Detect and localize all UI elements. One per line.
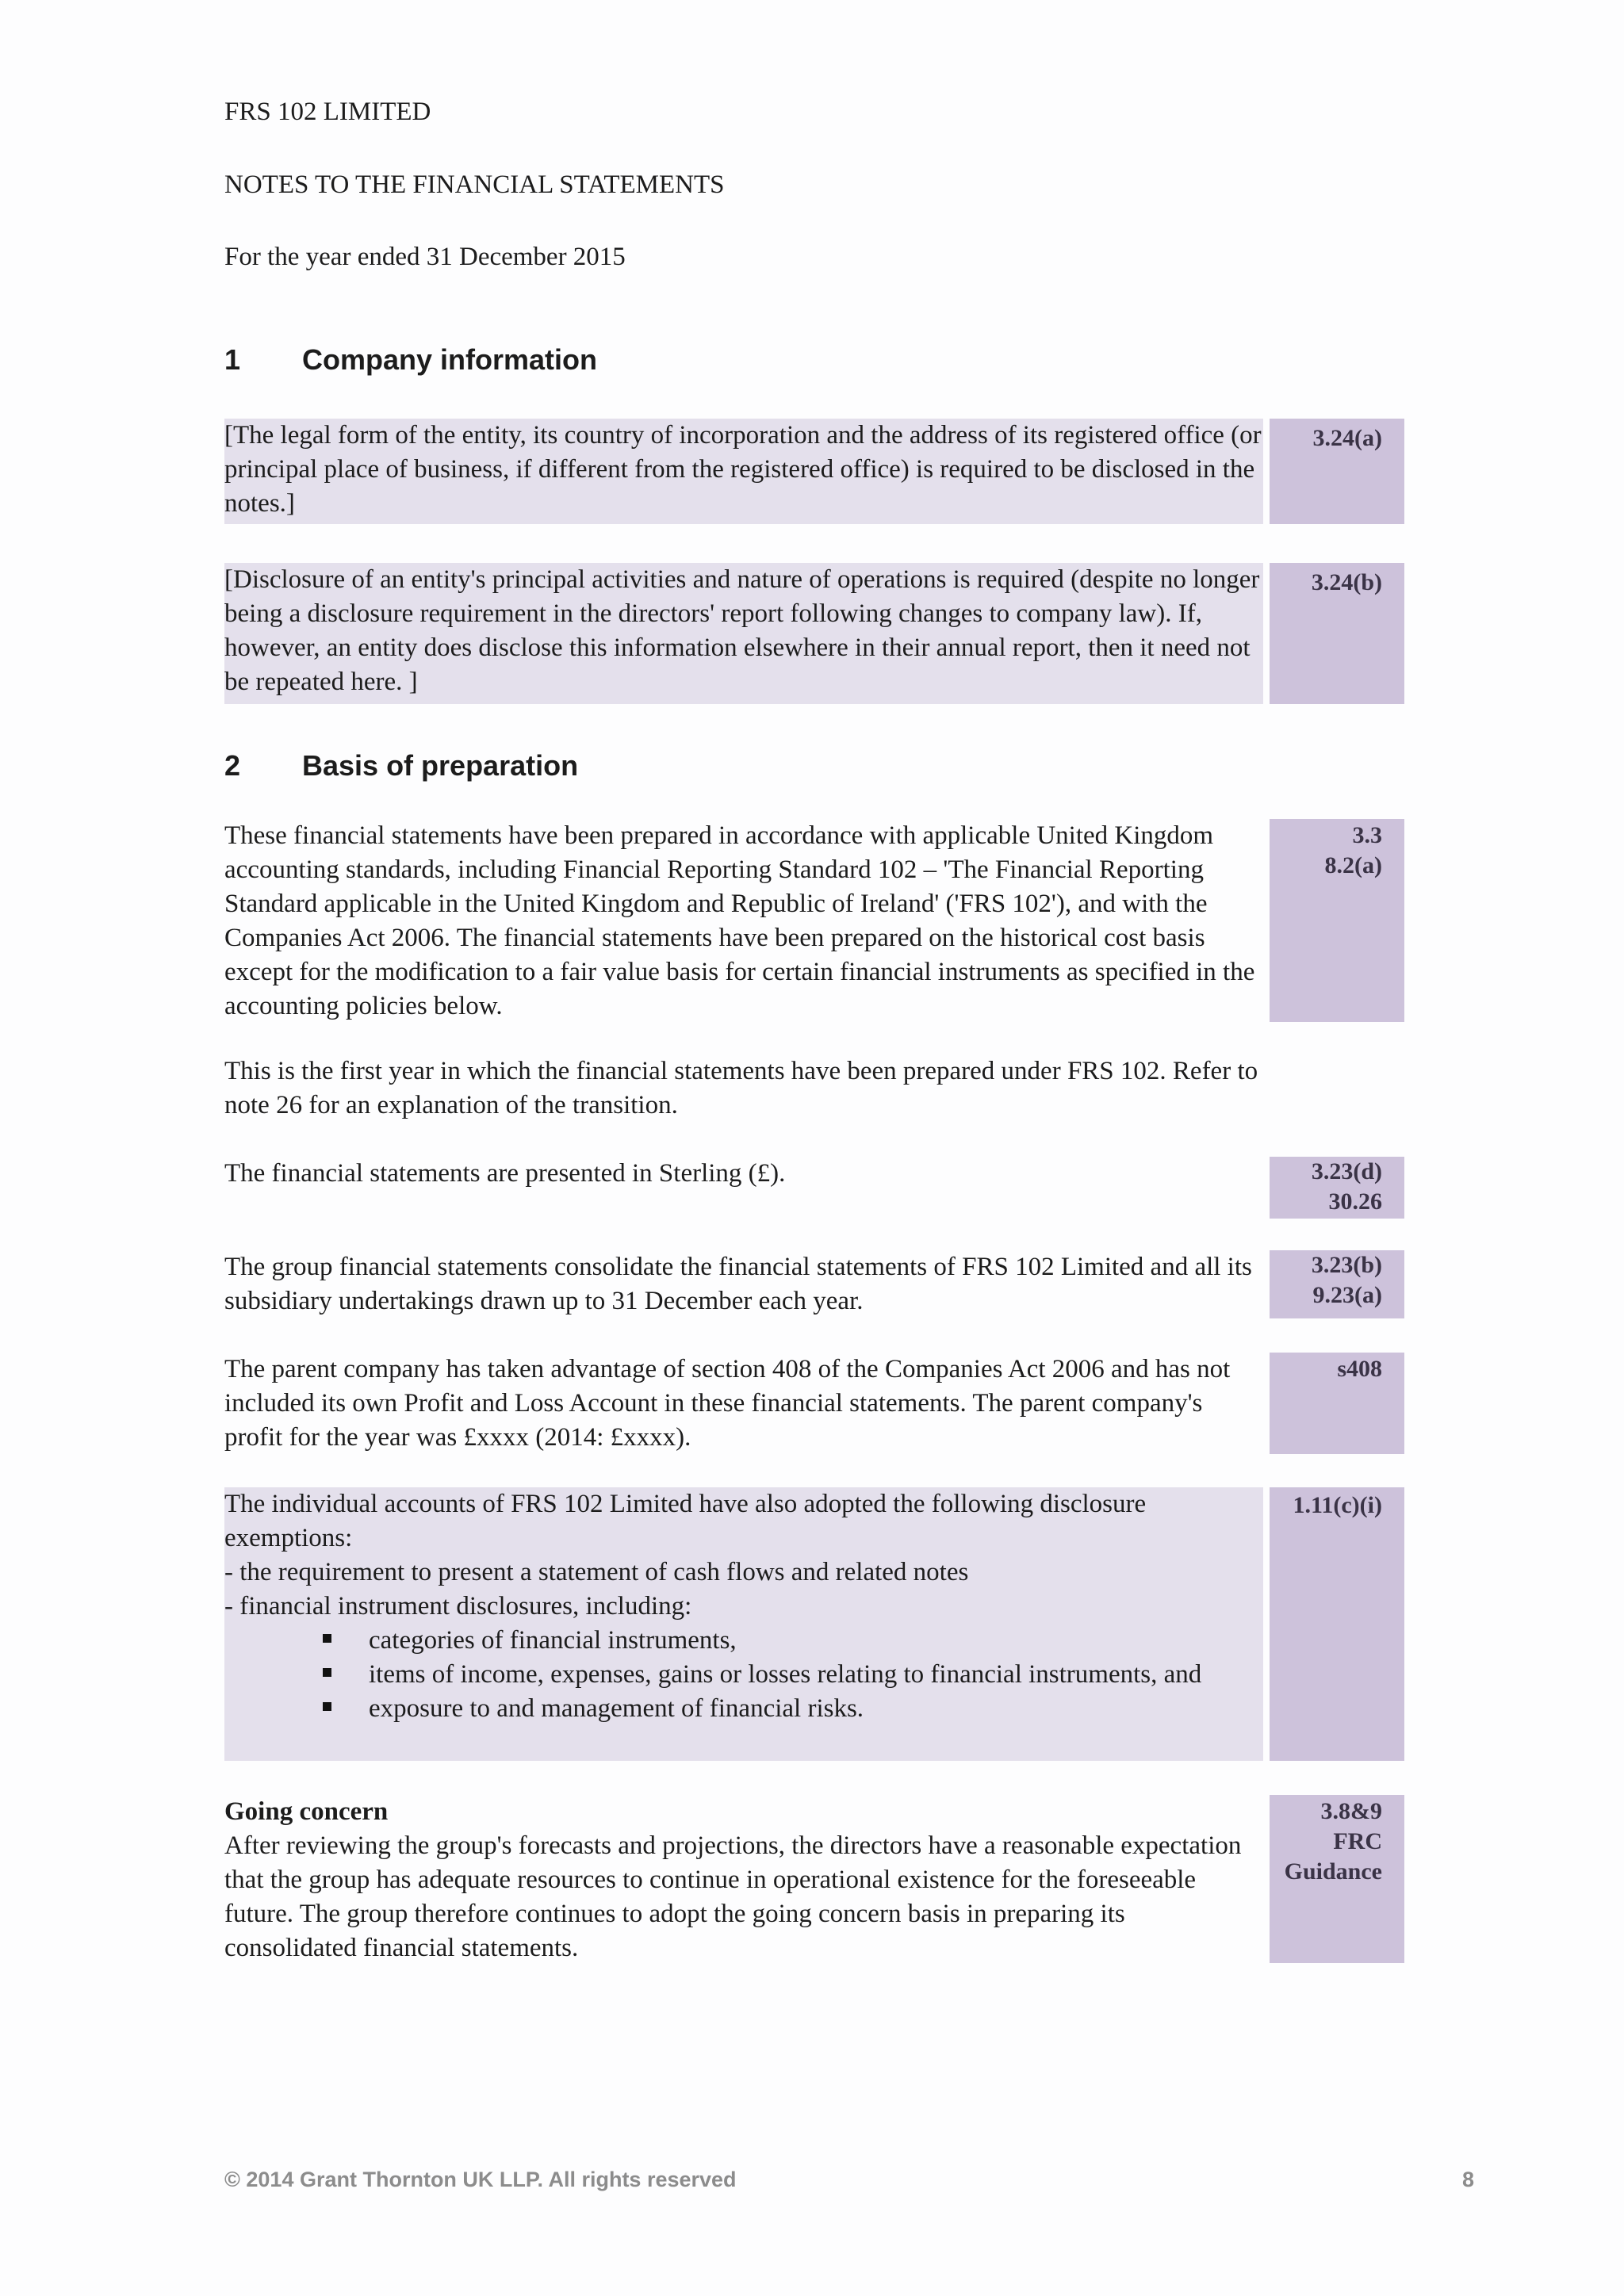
principal-activities-reference: 3.24(b) (1270, 563, 1404, 704)
exemptions-intro: The individual accounts of FRS 102 Limited have also adopted the following disclosure exemptions: (224, 1490, 1147, 1552)
section-1-number: 1 (224, 343, 241, 376)
exemption-bullet-1: categories of financial instruments, (224, 1624, 1263, 1658)
exemptions-line-1: - the requirement to present a statement of cash flows and related notes (224, 1558, 969, 1586)
compliance-text: These financial statements have been prepared in accordance with applicable United Kingdom accounting standards, including Financial Reporting Standard 102 – 'The Financial Reporting Standard applicable in the United Kingdom and Republic of Ireland' ('FRS 102'), and with the Companies Act 2006. The financial statements have been prepared on the historical cost basis except for the modification to a fair value basis for certain financial instruments as specified in the accounting policies below. (224, 821, 1255, 1020)
principal-activities-text: [Disclosure of an entity's principal activities and nature of operations is required (despite no longer being a disclosure requirement in the directors' report following changes to company law). If, however, an entity does disclose this information elsewhere in their annual report, then it need not be repeated here. ] (224, 563, 1263, 704)
section-2-title: Basis of preparation (302, 749, 579, 782)
currency-reference: 3.23(d) 30.26 (1270, 1157, 1404, 1219)
first-year-text: This is the first year in which the financial statements have been prepared under FRS 102. Refer to note 26 for an explanation of the transition. (224, 1057, 1258, 1119)
copyright-footer: © 2014 Grant Thornton UK LLP. All rights reserved (224, 2168, 737, 2191)
compliance-reference: 3.3 8.2(a) (1270, 819, 1404, 1022)
going-concern-text (224, 1795, 1263, 1965)
exemptions-line-2: - financial instrument disclosures, including: (224, 1592, 692, 1621)
currency-text: The financial statements are presented in Sterling (£). (224, 1159, 786, 1188)
disclosure-exemptions-text (224, 1487, 1263, 1761)
section-1-title: Company information (302, 343, 598, 376)
consolidation-text: The group financial statements consolidate the financial statements of FRS 102 Limited and all its subsidiary undertakings drawn up to 31 December each year. (224, 1253, 1252, 1315)
going-concern-reference: 3.8&9 FRC Guidance (1270, 1795, 1404, 1963)
period-statement: For the year ended 31 December 2015 (224, 243, 626, 271)
section-1-heading (224, 342, 597, 377)
exemption-bullet-2: items of income, expenses, gains or losses relating to financial instruments, and (224, 1658, 1263, 1692)
company-name: FRS 102 LIMITED (224, 98, 431, 126)
legal-form-text: [The legal form of the entity, its country of incorporation and the address of its registered office (or principal place of business, if different from the registered office) is required to be disclosed in the notes.] (224, 419, 1263, 524)
consolidation-reference: 3.23(b) 9.23(a) (1270, 1250, 1404, 1318)
legal-form-reference: 3.24(a) (1270, 419, 1404, 524)
section-2-heading (224, 748, 578, 783)
section-2-number: 2 (224, 749, 241, 782)
going-concern-body: After reviewing the group's forecasts and projections, the directors have a reasonable expectation that the group has adequate resources to continue in operational existence for the foreseeable future. The group therefore continues to adopt the going concern basis in preparing its consolidated financial statements. (224, 1831, 1242, 1962)
going-concern-heading: Going concern (224, 1797, 389, 1826)
s408-reference: s408 (1270, 1353, 1404, 1454)
document-title: NOTES TO THE FINANCIAL STATEMENTS (224, 170, 725, 199)
s408-text: The parent company has taken advantage of section 408 of the Companies Act 2006 and has not included its own Profit and Loss Account in these financial statements. The parent company's profit for the year was £xxxx (2014: £xxxx). (224, 1355, 1231, 1452)
disclosure-exemptions-reference: 1.11(c)(i) (1270, 1487, 1404, 1761)
page-number: 8 (1462, 2168, 1475, 2191)
exemption-bullet-3: exposure to and management of financial risks. (224, 1692, 1263, 1726)
